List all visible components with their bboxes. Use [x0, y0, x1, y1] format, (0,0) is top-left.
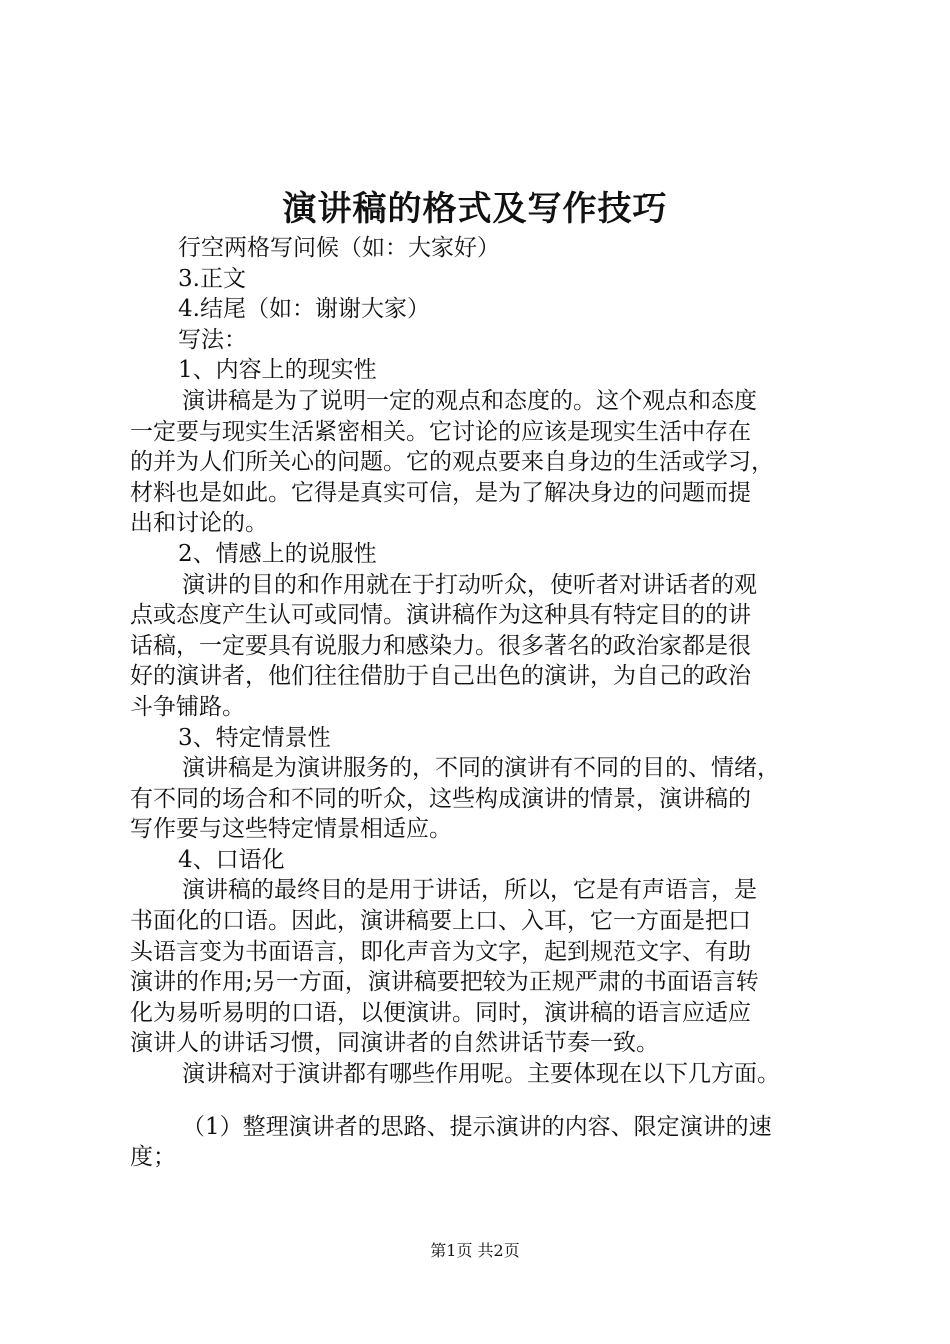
text-line: 度；	[130, 1144, 176, 1171]
text-line: 头语言变为书面语言，即化声音为文字，起到规范文字、有助	[130, 938, 751, 965]
section-heading: 4、口语化	[178, 846, 285, 873]
text-line: 的并为人们所关心的问题。它的观点要来自身边的生活或学习，	[130, 449, 774, 476]
text-line: 书面化的口语。因此，演讲稿要上口、入耳，它一方面是把口	[130, 908, 751, 935]
text-line: 有不同的场合和不同的听众，这些构成演讲的情景，演讲稿的	[130, 785, 751, 812]
text-line: 行空两格写问候（如：大家好）	[178, 235, 500, 261]
text-line: 点或态度产生认可或同情。演讲稿作为这种具有特定目的的讲	[130, 602, 751, 629]
text-line: 写法：	[178, 326, 247, 353]
document-body	[130, 233, 850, 1173]
text-line: 演讲的作用;另一方面，演讲稿要把较为正规严肃的书面语言转	[130, 969, 759, 996]
text-line: 出和讨论的。	[130, 510, 268, 537]
text-line: 化为易听易明的口语，以便演讲。同时，演讲稿的语言应适应	[130, 999, 751, 1026]
text-line: 好的演讲者，他们往往借肋于自己出色的演讲，为自己的政治	[130, 663, 751, 690]
paragraph-gap	[130, 1090, 850, 1112]
text-line: 写作要与这些特定情景相适应。	[130, 816, 452, 843]
section-heading: 3、特定情景性	[178, 724, 331, 751]
text-line: 演讲的目的和作用就在于打动听众，使听者对讲话者的观	[182, 571, 757, 598]
text-line: 3.正文	[178, 265, 246, 292]
page-footer: 第1页 共2页	[430, 1241, 520, 1260]
text-line: 演讲稿的最终目的是用于讲话，所以，它是有声语言，是	[182, 877, 757, 904]
section-heading: 2、情感上的说服性	[178, 540, 377, 567]
text-line: 演讲稿对于演讲都有哪些作用呢。主要体现在以下几方面。	[182, 1061, 780, 1088]
text-line: 材料也是如此。它得是真实可信，是为了解决身边的问题而提	[130, 479, 751, 506]
document-title: 演讲稿的格式及写作技巧	[282, 189, 668, 229]
text-line: 话稿，一定要具有说服力和感染力。很多著名的政治家都是很	[130, 632, 751, 659]
text-line: 斗争铺路。	[130, 693, 245, 720]
text-line: 演讲稿是为演讲服务的，不同的演讲有不同的目的、情绪，	[182, 755, 780, 782]
section-heading: 1、内容上的现实性	[178, 357, 377, 384]
text-line: 演讲人的讲话习惯，同演讲者的自然讲话节奏一致。	[130, 1030, 659, 1057]
text-line: 演讲稿是为了说明一定的观点和态度的。这个观点和态度	[182, 387, 757, 414]
list-item: （1）整理演讲者的思路、提示演讲的内容、限定演讲的速	[182, 1113, 772, 1140]
text-line: 一定要与现实生活紧密相关。它讨论的应该是现实生活中存在	[130, 418, 751, 445]
text-line: 4.结尾（如：谢谢大家）	[178, 296, 430, 323]
